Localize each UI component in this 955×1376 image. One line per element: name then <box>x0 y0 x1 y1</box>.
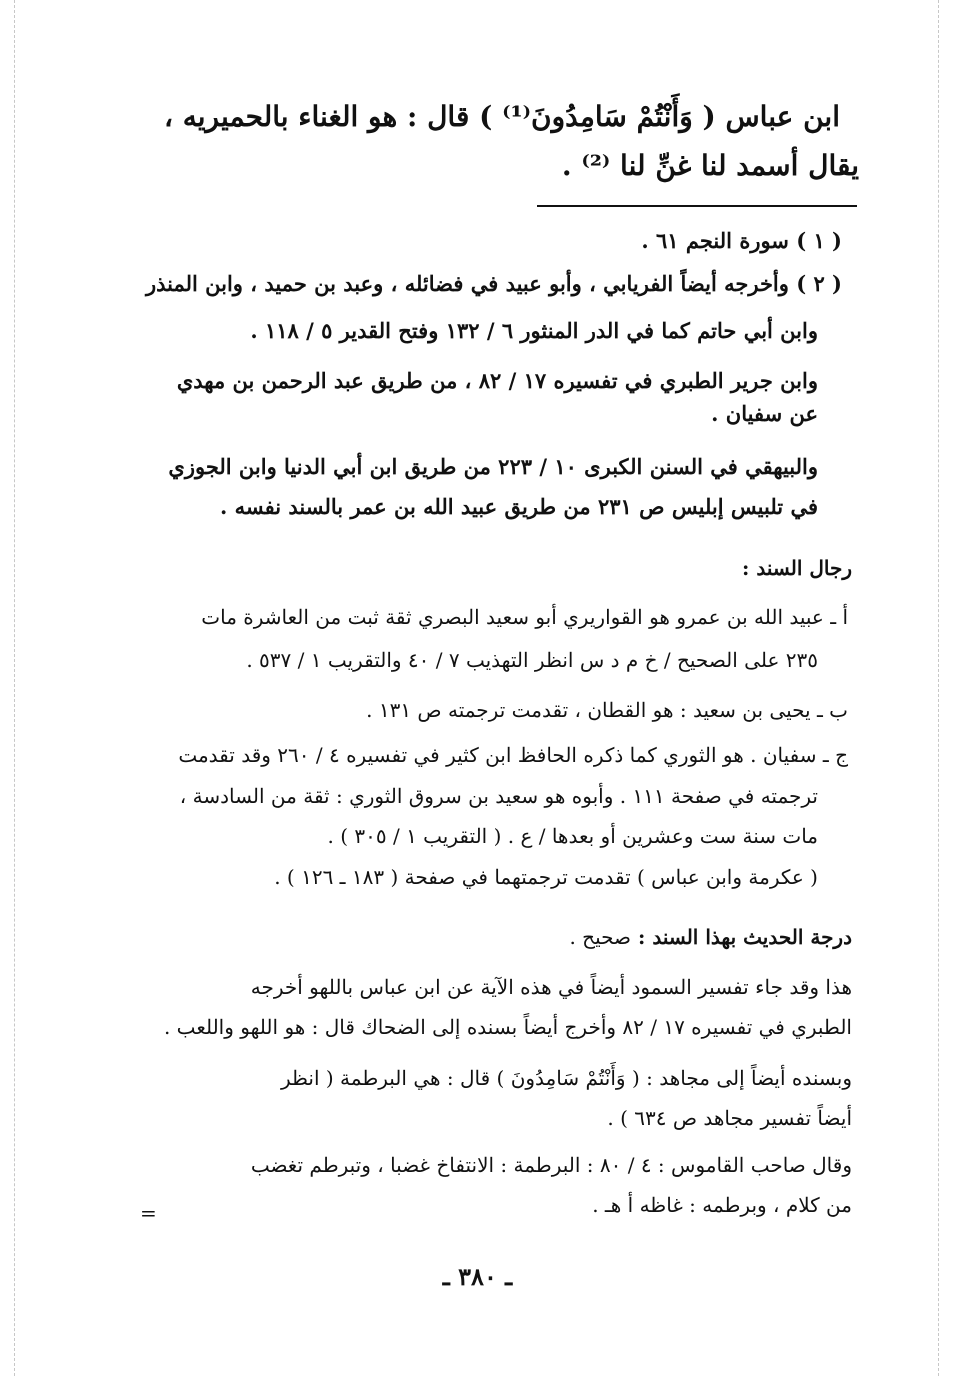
commentary-p3-line-2: من كلام ، وبرطمه : غاظه أ هـ . <box>592 1193 852 1217</box>
main-text-line-1: ابن عباس ( وَأَنْتُمْ سَامِدُونَ⁽¹⁾ ) قال : هو الغناء بالحميريه ، <box>163 100 840 133</box>
rijal-c-line-4: ( عكرمة وابن عباس ) تقدمت ترجمتهما في صفحة ( ١٨٣ ـ ١٢٦ ) . <box>274 865 818 889</box>
scan-margin-dashes-left <box>14 0 15 1376</box>
page-number: ـ ٣٨٠ ـ <box>442 1262 513 1291</box>
rijal-c-line-2: ترجمته في صفحة ١١١ . وأبوه هو سعيد بن سروق الثوري : ثقة من السادسة ، <box>179 784 818 808</box>
rijal-c-line-1: ج ـ سفيان . هو الثوري كما ذكره الحافظ ابن كثير في تفسيره ٤ / ٢٦٠ وقد تقدمت <box>178 743 848 767</box>
footnote-2-line-3: وابن جرير الطبري في تفسيره ١٧ / ٨٢ ، من طريق عبد الرحمن بن مهدي <box>176 368 818 393</box>
scan-margin-dashes-right <box>938 0 939 1376</box>
rijal-a-line-2: ٢٣٥ على الصحيح / خ م د س انظر التهذيب ٧ / ٤٠ والتقريب ١ / ٥٣٧ . <box>246 648 818 672</box>
rijal-b-line-1: ب ـ يحيى بن سعيد : هو القطان ، تقدمت ترجمته ص ١٣١ . <box>366 698 848 722</box>
footnote-2-line-6: في تلبيس إبليس ص ٢٣١ من طريق عبيد الله بن عمر بالسند نفسه . <box>220 494 818 519</box>
grade-label: درجة الحديث بهذا السند : <box>637 925 852 949</box>
rijal-c-line-3: مات سنة ست وعشرين أو بعدها / ع . ( التقريب ١ / ٣٠٥ ) . <box>327 824 818 848</box>
commentary-p2-line-2: أيضاً تفسير مجاهد ص ٦٣٤ ) . <box>607 1106 852 1130</box>
commentary-p2-line-1: وبسنده أيضاً إلى مجاهد : ( وَأَنْتُمْ سَامِدُونَ ) قال : هي البرطمة ( انظر <box>280 1066 852 1090</box>
rijal-heading: رجال السند : <box>742 556 852 580</box>
main-text-line-2: يقال أسمد لنا غنِّ لنا ⁽²⁾ . <box>561 149 859 182</box>
continuation-mark: = <box>140 1201 157 1225</box>
grade-line <box>569 927 852 947</box>
footnote-2-line-5: والبيهقي في السنن الكبرى ١٠ / ٢٢٣ من طريق ابن أبي الدنيا وابن الجوزي <box>168 454 818 479</box>
footnote-2-line-4: عن سفيان . <box>711 401 818 426</box>
grade-value: صحيح . <box>569 925 632 949</box>
footnote-2-line-2: وابن أبي حاتم كما في الدر المنثور ٦ / ١٣٢ وفتح القدير ٥ / ١١٨ . <box>250 318 818 343</box>
footnote-separator <box>537 205 857 207</box>
commentary-p1-line-1: هذا وقد جاء تفسير السمود أيضاً في هذه الآية عن ابن عباس باللهو أخرجه <box>250 975 852 999</box>
commentary-p1-line-2: الطبري في تفسيره ١٧ / ٨٢ وأخرج أيضاً بسنده إلى الضحاك قال : هو اللهو واللعب . <box>163 1015 852 1039</box>
rijal-a-line-1: أ ـ عبيد الله بن عمرو هو القواريري أبو سعيد البصري ثقة ثبت من العاشرة مات <box>201 605 848 629</box>
commentary-p3-line-1: وقال صاحب القاموس : ٤ / ٨٠ : البرطمة : الانتفاخ غضبا ، وتبرطم تغضب <box>250 1153 852 1177</box>
footnote-1: ( ١ ) سورة النجم ٦١ . <box>641 228 842 253</box>
footnote-2-line-1: ( ٢ ) وأخرجه أيضاً الفريابي ، وأبو عبيد في فضائله ، وعبد بن حميد ، وابن المنذر <box>145 271 842 296</box>
